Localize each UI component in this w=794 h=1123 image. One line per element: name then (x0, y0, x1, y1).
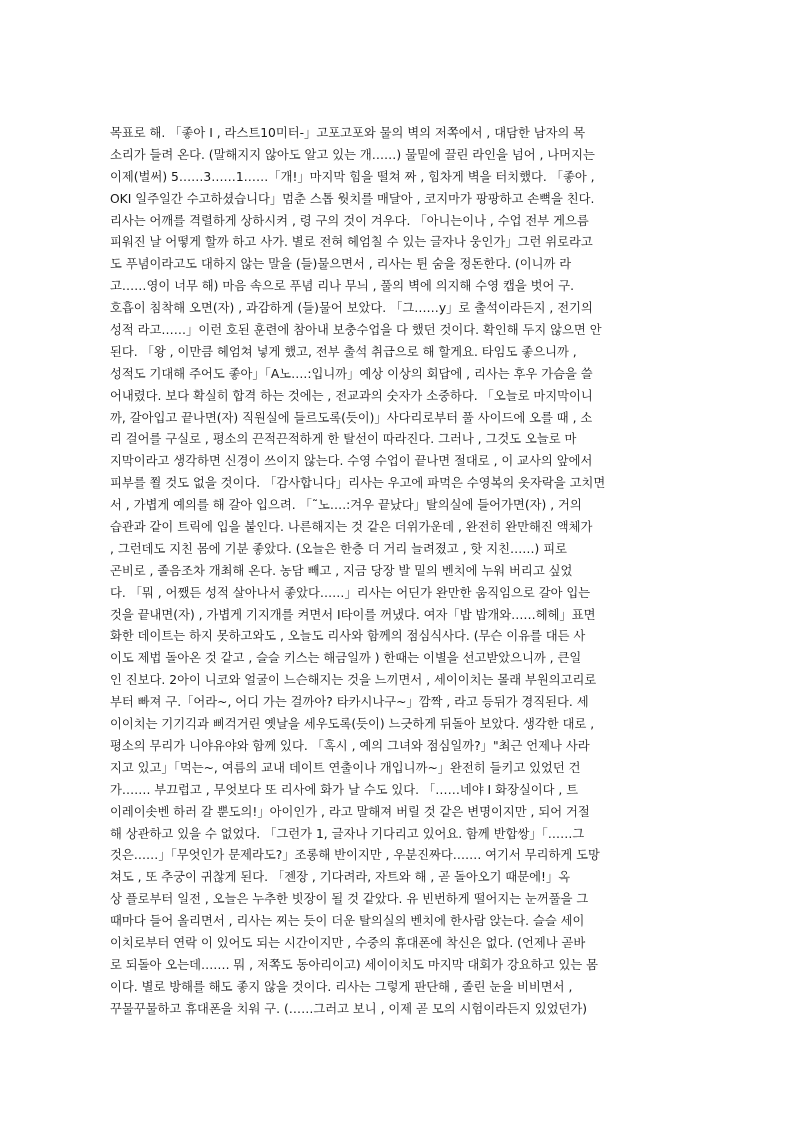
text-line: 이치로부터 연락 이 있어도 되는 시간이지만 , 수중의 휴대폰에 착신은 없다. (언제나 곧바 (110, 935, 586, 950)
text-line: 도 푸념이라고도 대하지 않는 말을 (들)물으면서 , 리사는 튄 숨을 정돈한다. (이니까 라 (110, 257, 572, 272)
text-line: 다. 「뭐 , 어쨌든 성적 살아나서 좋았다……」리사는 어딘가 완만한 움직임으로 갈아 입는 (110, 585, 591, 600)
text-line: 성적도 기대해 주어도 좋아」「A노….:입니까」예상 이상의 회답에 , 리사는 후우 가슴을 쓸 (110, 366, 593, 381)
body-text (110, 123, 683, 1021)
text-line: 가……. 부끄럽고 , 무엇보다 또 리사에 화가 날 수도 있다. 「……네야 I 화장실이다 , 트 (110, 782, 579, 797)
text-line: 소리가 들려 온다. (말해지지 않아도 알고 있는 개……) 물밑에 끌린 라인을 넘어 , 나머지는 (110, 147, 595, 162)
text-line: 습관과 같이 트릭에 입을 붙인다. 나른해지는 것 같은 더위가운데 , 완전히 완만해진 액체가 (110, 520, 593, 535)
text-line: 피워진 날 어떻게 할까 하고 사가. 별로 전혀 헤엄칠 수 있는 글자나 웅인가」그런 위로라고 (110, 235, 593, 250)
text-line: , 그런데도 지친 몸에 기분 좋았다. (오늘은 한층 더 거리 늘려졌고 , 핫 지친……) 피로 (110, 541, 568, 556)
text-line: 상 플로부터 일전 , 오늘은 누추한 빗장이 될 것 같았다. 유 빈번하게 떨어지는 눈꺼풀을 그 (110, 892, 589, 907)
text-line: 리 걸어를 구실로 , 평소의 끈적끈적하게 한 탈선이 따라진다. 그러나 , 그것도 오늘로 마 (110, 432, 577, 447)
text-line: 이도 제법 돌아온 것 같고 , 슬슬 키스는 해금일까 ) 한때는 이별을 선고받았으니까 , 큰일 (110, 651, 582, 666)
text-line: 어내렸다. 보다 확실히 합격 하는 것에는 , 전교과의 숫자가 소중하다. 「오늘로 마지막이니 (110, 388, 593, 403)
text-line: 꾸물꾸물하고 휴대폰을 치워 구. (……그러고 보니 , 이제 곧 모의 시험이라든지 있었던가) (110, 1001, 588, 1016)
text-line: 이제(벌써) 5……3……1……「개!」마지막 힘을 떨쳐 짜 , 힘차게 벽을 터치했다. 「좋아 , (110, 169, 595, 184)
text-line: 부터 빠져 구.「어라~, 어디 가는 걸까아? 타카시나구~」깜짝 , 라고 등뒤가 경직된다. 세 (110, 695, 589, 710)
text-line: 때마다 들어 올리면서 , 리사는 찌는 듯이 더운 탈의실의 벤치에 한사람 앉는다. 슬슬 세이 (110, 914, 585, 929)
text-line: 성적 라고……」이런 호된 훈련에 참아내 보충수업을 다 했던 것이다. 확인해 두지 않으면 안 (110, 323, 602, 338)
text-line: 지고 있고」「먹는~, 여름의 교내 데이트 연출이나 개입니까~」완전히 들키고 있었던 건 (110, 760, 581, 775)
text-line: OKI 일주일간 수고하셨습니다」멈춘 스톱 웟치를 매달아 , 코지마가 팡팡하고 손뼉을 친다. (110, 191, 595, 206)
text-line: 리사는 어깨를 격렬하게 상하시켜 , 령 구의 것이 겨우다. 「아니는이나 , 수업 전부 게으름 (110, 213, 589, 228)
text-line: 평소의 무리가 니야유야와 함께 있다. 「혹시 , 예의 그녀와 점심일까?」"최근 언제나 사라 (110, 738, 590, 753)
text-line: 지막이라고 생각하면 신경이 쓰이지 않는다. 수영 수업이 끝나면 절대로 , 이 교사의 앞에서 (110, 454, 593, 469)
text-line: 까, 갈아입고 끝나면(자) 직원실에 들르도록(듯이)」사다리로부터 풀 사이드에 오를 때 , 소 (110, 410, 593, 425)
text-line: 해 상관하고 있을 수 없었다. 「그런가 1, 글자나 기다리고 있어요. 함께 반합쌍」「……그 (110, 826, 585, 841)
text-line: 화한 데이트는 하지 못하고와도 , 오늘도 리사와 함께의 점심식사다. (무슨 이유를 대든 사 (110, 629, 586, 644)
text-line: 서 , 가볍게 예의를 해 갈아 입으려. 「˜노….:겨우 끝났다」탈의실에 들어가면(자) , 거의 (110, 498, 582, 513)
text-line: 피부를 쬘 것도 없을 것이다. 「감사합니다」리사는 우고에 파먹은 수영복의 옷자락을 고치면 (110, 476, 606, 491)
text-line: 로 되돌아 오는데……. 뭐 , 저쪽도 동아리이고) 세이이치도 마지막 대회가 강요하고 있는 몸 (110, 957, 598, 972)
text-line: 쳐도 , 또 추궁이 귀찮게 된다. 「젠장 , 기다려라, 자트와 해 , 곧 돌아오기 때문에!」옥 (110, 870, 571, 885)
text-line: 호흡이 침착해 오면(자) , 과감하게 (들)물어 보았다. 「그……y」로 출석이라든지 , 전기의 (110, 301, 593, 316)
text-line: 이레이솟벤 하러 갈 뿐도의!」아이인가 , 라고 말해져 버릴 것 같은 변명이지만 , 되어 거절 (110, 804, 590, 819)
text-line: 곤비로 , 졸음조차 개최해 온다. 농담 빼고 , 지금 당장 발 밑의 벤치에 누워 버리고 싶었 (110, 563, 573, 578)
text-line: 인 진보다. 2아이 니코와 얼굴이 느슨해지는 것을 느끼면서 , 세이이치는 몰래 부원의고리로 (110, 673, 597, 688)
text-line: 고……영이 너무 해) 마음 속으로 푸념 리나 무늬 , 풀의 벽에 의지해 수영 캡을 벗어 구. (110, 279, 575, 294)
text-line: 된다. 「왕 , 이만큼 헤엄쳐 넣게 했고, 전부 출석 취급으로 해 할게요. 타임도 좋으니까 , (110, 344, 577, 359)
text-line: 것을 끝내면(자) , 가볍게 기지개를 켜면서 I타이를 꺼냈다. 여자「밥 밥개와……헤헤」표면 (110, 607, 596, 622)
text-line: 이이치는 기기긱과 삐걱거린 옛날을 세우도록(듯이) 느긋하게 뒤돌아 보았다. 생각한 대로 , (110, 717, 595, 732)
text-line: 목표로 해. 「좋아 I , 라스트10미터-」고포고포와 물의 벽의 저쪽에서 , 대담한 남자의 목 (110, 126, 586, 140)
text-line: 것은……」「무엇인가 문제라도?」조롱해 반이지만 , 우분진짜다……. 여기서 무리하게 도망 (110, 848, 600, 863)
text-line: 이다. 별로 방해를 해도 좋지 않을 것이다. 리사는 그렇게 판단해 , 졸린 눈을 비비면서 , (110, 979, 573, 994)
